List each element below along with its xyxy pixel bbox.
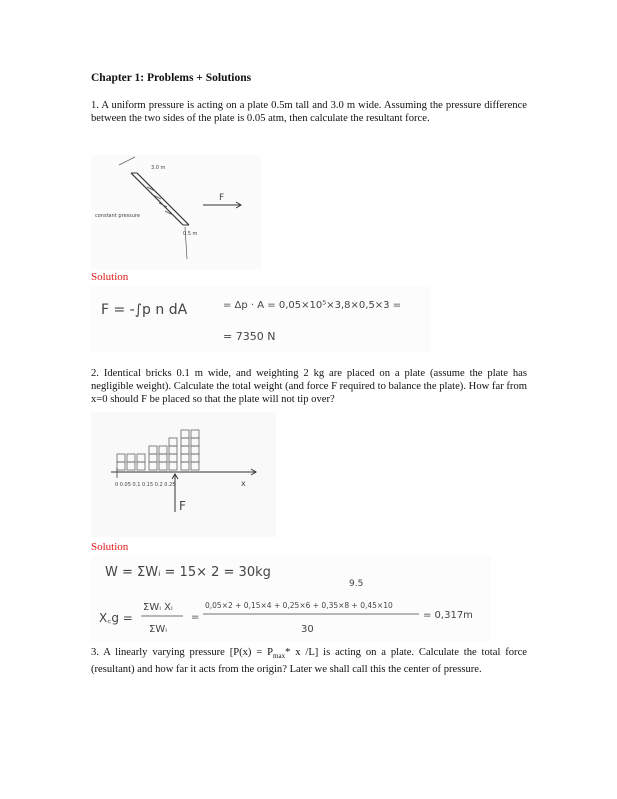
solution-1-step1: = Δp · A = 0,05×10⁵×3,8×0,5×3 =	[223, 300, 402, 311]
x-axis-label: x	[241, 479, 246, 488]
problem-1-figure	[91, 155, 261, 270]
problem-3-text: 3. A linearly varying pressure [$P(x) = P_{max}*$ x /L] is acting on a plate. Calculate the total force (resultant) and how far it acts from the origin? Later we shall call this the center of pressure.	[91, 647, 527, 676]
solution-1-step2: = 7350 N	[223, 330, 276, 343]
solution-1-lhs: F = -∫p n dA	[101, 302, 188, 318]
problem-2-text: 2. Identical bricks 0.1 m wide, and weighting 2 kg are placed on a plate (assume the plate has negligible weight). Calculate the total weight (and force F required to balance the plate). How far from x=0 should F be placed so that the plate will not tip over?	[91, 368, 527, 405]
tick-labels: 0 0.05 0.1 0.15 0.2 0.25	[115, 482, 176, 488]
solution-2-figure	[91, 556, 491, 642]
solution-2-frac-den: ΣWᵢ	[149, 624, 167, 635]
problem-2-figure	[91, 412, 276, 537]
pressure-label: constant pressure	[95, 213, 140, 219]
solution-2-xcg-lhs: X꜀g =	[99, 611, 133, 625]
solution-1-figure	[91, 286, 431, 352]
solution-2-label: Solution	[91, 541, 129, 553]
solution-2-above: 9.5	[349, 579, 364, 589]
force-F-label: F	[179, 499, 186, 513]
width-label: 3.0 m	[151, 165, 166, 171]
solution-2-frac-num: ΣWᵢ Xᵢ	[143, 602, 173, 613]
page-title: Chapter 1: Problems + Solutions	[91, 72, 252, 84]
solution-2-result: = 0,317m	[423, 610, 473, 621]
solution-2-numerator: 0,05×2 + 0,15×4 + 0,25×6 + 0,35×8 + 0,45×10	[205, 601, 393, 610]
solution-2-weight: W = ΣWᵢ = 15× 2 = 30kg	[105, 565, 271, 580]
solution-1-label: Solution	[91, 271, 129, 283]
problem-1-text: 1. A uniform pressure is acting on a plate 0.5m tall and 3.0 m wide. Assuming the pressure difference between the two sides of the plate is 0.05 atm, then calculate the resultant force.	[91, 100, 527, 124]
force-label: F	[219, 193, 225, 203]
svg-text:=: =	[191, 612, 200, 623]
solution-2-denominator: 30	[301, 624, 314, 635]
height-label: 0.5 m	[183, 231, 198, 237]
